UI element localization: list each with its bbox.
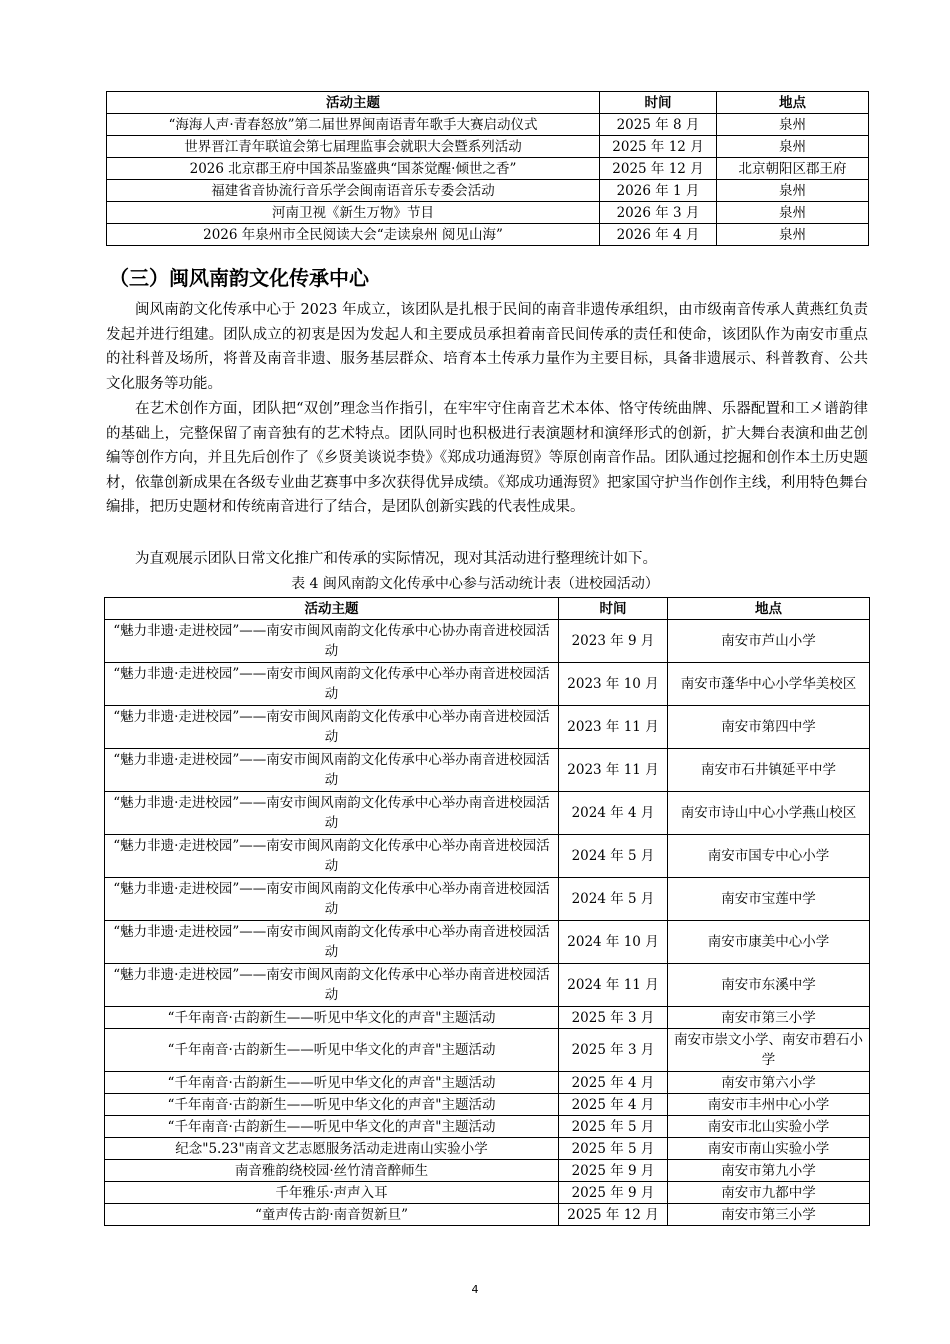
- table-row: [105, 1116, 870, 1138]
- cell-theme: 福建省音协流行音乐学会闽南语音乐专委会活动: [107, 180, 600, 202]
- table-row: [105, 620, 870, 663]
- cell-time: 2023 年 11 月: [559, 749, 668, 792]
- cell-time: 2024 年 11 月: [559, 964, 668, 1007]
- activities-table-bottom: [104, 597, 870, 1226]
- cell-theme: “千年南音·古韵新生——听见中华文化的声音"主题活动: [105, 1072, 559, 1094]
- header-theme: 活动主题: [105, 598, 559, 620]
- cell-time: 2025 年 12 月: [600, 158, 717, 180]
- cell-place: 泉州: [717, 202, 869, 224]
- table-row: [107, 180, 869, 202]
- cell-theme: “魅力非遗·走进校园”——南安市闽风南韵文化传承中心举办南音进校园活动: [105, 749, 559, 792]
- page-number: 4: [471, 1283, 479, 1296]
- cell-theme: “魅力非遗·走进校园”——南安市闽风南韵文化传承中心举办南音进校园活动: [105, 792, 559, 835]
- cell-place: 南安市国专中心小学: [668, 835, 870, 878]
- header-theme: 活动主题: [107, 92, 600, 114]
- section-heading: （三）闽风南韵文化传承中心: [109, 266, 369, 290]
- cell-time: 2024 年 10 月: [559, 921, 668, 964]
- cell-theme: “魅力非遗·走进校园”——南安市闽风南韵文化传承中心举办南音进校园活动: [105, 878, 559, 921]
- cell-time: 2024 年 4 月: [559, 792, 668, 835]
- cell-theme: “魅力非遗·走进校园”——南安市闽风南韵文化传承中心举办南音进校园活动: [105, 964, 559, 1007]
- cell-theme: “魅力非遗·走进校园”——南安市闽风南韵文化传承中心举办南音进校园活动: [105, 835, 559, 878]
- table-row: [105, 1182, 870, 1204]
- table-row: [107, 202, 869, 224]
- cell-place: 南安市芦山小学: [668, 620, 870, 663]
- cell-theme: “魅力非遗·走进校园”——南安市闽风南韵文化传承中心举办南音进校园活动: [105, 663, 559, 706]
- table-row: [107, 158, 869, 180]
- cell-place: 南安市东溪中学: [668, 964, 870, 1007]
- cell-time: 2026 年 4 月: [600, 224, 717, 246]
- cell-time: 2023 年 11 月: [559, 706, 668, 749]
- cell-theme: 2026 年泉州市全民阅读大会“走读泉州 阅见山海”: [107, 224, 600, 246]
- cell-time: 2025 年 5 月: [559, 1138, 668, 1160]
- cell-time: 2025 年 4 月: [559, 1094, 668, 1116]
- cell-time: 2025 年 12 月: [559, 1204, 668, 1226]
- cell-place: 南安市南山实验小学: [668, 1138, 870, 1160]
- cell-place: 泉州: [717, 180, 869, 202]
- table-header-row: [105, 598, 870, 620]
- cell-place: 南安市第四中学: [668, 706, 870, 749]
- cell-place: 南安市石井镇延平中学: [668, 749, 870, 792]
- table-row: [105, 1160, 870, 1182]
- paragraph-1: 闽风南韵文化传承中心于 2023 年成立，该团队是扎根于民间的南音非遗传承组织，由市级南音传承人黄燕红负责发起并进行组建。团队成立的初衷是因为发起人和主要成员承担着南音民间传承的责任和使命，该团队作为南安市重点的社科普及场所，将普及南音非遗、服务基层群众、培育本土传承力量作为主要目标，具备非遗展示、科普教育、公共文化服务等功能。: [106, 302, 868, 392]
- table-row: [105, 878, 870, 921]
- cell-time: 2025 年 3 月: [559, 1029, 668, 1072]
- cell-time: 2023 年 9 月: [559, 620, 668, 663]
- cell-theme: “童声传古韵·南音贺新旦”: [105, 1204, 559, 1226]
- cell-time: 2025 年 9 月: [559, 1182, 668, 1204]
- cell-time: 2025 年 12 月: [600, 136, 717, 158]
- cell-place: 南安市康美中心小学: [668, 921, 870, 964]
- cell-theme: “魅力非遗·走进校园”——南安市闽风南韵文化传承中心协办南音进校园活动: [105, 620, 559, 663]
- header-time: 时间: [600, 92, 717, 114]
- cell-place: 南安市诗山中心小学燕山校区: [668, 792, 870, 835]
- table-row: [105, 1094, 870, 1116]
- cell-theme: “海海人声·青春怒放”第二届世界闽南语青年歌手大赛启动仪式: [107, 114, 600, 136]
- paragraph-3: 为直观展示团队日常文化推广和传承的实际情况，现对其活动进行整理统计如下。: [135, 551, 657, 567]
- cell-place: 南安市第三小学: [668, 1007, 870, 1029]
- paragraph-2: 在艺术创作方面，团队把“双创”理念当作指引，在牢牢守住南音艺术本体、恪守传统曲牌、乐器配置和工㐅谱韵律的基础上，完整保留了南音独有的艺术特点。团队同时也积极进行表演题材和演绎形式的创新，扩大舞台表演和曲艺创编等创作方向，并且先后创作了《乡贤美谈说李贽》《郑成功通海贸》等原创南音作品。团队通过挖掘和创作本土历史题材，依靠创新成果在各级专业曲艺赛事中多次获得优异成绩。《郑成功通海贸》把家国守护当作创作主线，利用特色舞台编排，把历史题材和传统南音进行了结合，是团队创新实践的代表性成果。: [106, 401, 868, 515]
- table-row: [105, 921, 870, 964]
- cell-place: 泉州: [717, 114, 869, 136]
- table-row: [105, 1138, 870, 1160]
- table-row: [105, 663, 870, 706]
- cell-theme: 河南卫视《新生万物》节目: [107, 202, 600, 224]
- table-row: [105, 749, 870, 792]
- cell-place: 南安市九都中学: [668, 1182, 870, 1204]
- cell-time: 2024 年 5 月: [559, 878, 668, 921]
- cell-theme: “千年南音·古韵新生——听见中华文化的声音"主题活动: [105, 1029, 559, 1072]
- cell-theme: 2026 北京郡王府中国茶品鉴盛典“国茶觉醒·倾世之香”: [107, 158, 600, 180]
- table-row: [105, 706, 870, 749]
- cell-theme: 千年雅乐·声声入耳: [105, 1182, 559, 1204]
- cell-place: 南安市第六小学: [668, 1072, 870, 1094]
- cell-time: 2025 年 8 月: [600, 114, 717, 136]
- cell-theme: “魅力非遗·走进校园”——南安市闽风南韵文化传承中心举办南音进校园活动: [105, 921, 559, 964]
- cell-time: 2023 年 10 月: [559, 663, 668, 706]
- cell-time: 2026 年 1 月: [600, 180, 717, 202]
- table-row: [107, 224, 869, 246]
- table-header-row: [107, 92, 869, 114]
- table-row: [105, 1204, 870, 1226]
- cell-place: 南安市蓬华中心小学华美校区: [668, 663, 870, 706]
- cell-place: 南安市崇文小学、南安市碧石小学: [668, 1029, 870, 1072]
- cell-theme: “千年南音·古韵新生——听见中华文化的声音"主题活动: [105, 1116, 559, 1138]
- cell-place: 南安市宝莲中学: [668, 878, 870, 921]
- table-row: [107, 114, 869, 136]
- cell-place: 北京朝阳区郡王府: [717, 158, 869, 180]
- table-row: [107, 136, 869, 158]
- cell-theme: 南音雅韵绕校园·丝竹清音醉师生: [105, 1160, 559, 1182]
- cell-time: 2025 年 5 月: [559, 1116, 668, 1138]
- table-row: [105, 1029, 870, 1072]
- cell-theme: “千年南音·古韵新生——听见中华文化的声音"主题活动: [105, 1007, 559, 1029]
- cell-time: 2024 年 5 月: [559, 835, 668, 878]
- table-row: [105, 964, 870, 1007]
- table-row: [105, 792, 870, 835]
- cell-place: 泉州: [717, 224, 869, 246]
- cell-time: 2026 年 3 月: [600, 202, 717, 224]
- cell-place: 泉州: [717, 136, 869, 158]
- activities-table-top: [106, 91, 869, 246]
- cell-theme: 世界晋江青年联谊会第七届理监事会就职大会暨系列活动: [107, 136, 600, 158]
- cell-theme: “千年南音·古韵新生——听见中华文化的声音"主题活动: [105, 1094, 559, 1116]
- table-caption: 表 4 闽风南韵文化传承中心参与活动统计表（进校园活动）: [291, 576, 659, 592]
- table-row: [105, 835, 870, 878]
- cell-time: 2025 年 4 月: [559, 1072, 668, 1094]
- cell-place: 南安市北山实验小学: [668, 1116, 870, 1138]
- table-row: [105, 1007, 870, 1029]
- header-place: 地点: [668, 598, 870, 620]
- cell-theme: 纪念"5.23"南音文艺志愿服务活动走进南山实验小学: [105, 1138, 559, 1160]
- cell-place: 南安市第三小学: [668, 1204, 870, 1226]
- cell-time: 2025 年 3 月: [559, 1007, 668, 1029]
- cell-theme: “魅力非遗·走进校园”——南安市闽风南韵文化传承中心举办南音进校园活动: [105, 706, 559, 749]
- header-place: 地点: [717, 92, 869, 114]
- header-time: 时间: [559, 598, 668, 620]
- cell-time: 2025 年 9 月: [559, 1160, 668, 1182]
- cell-place: 南安市第九小学: [668, 1160, 870, 1182]
- table-row: [105, 1072, 870, 1094]
- cell-place: 南安市丰州中心小学: [668, 1094, 870, 1116]
